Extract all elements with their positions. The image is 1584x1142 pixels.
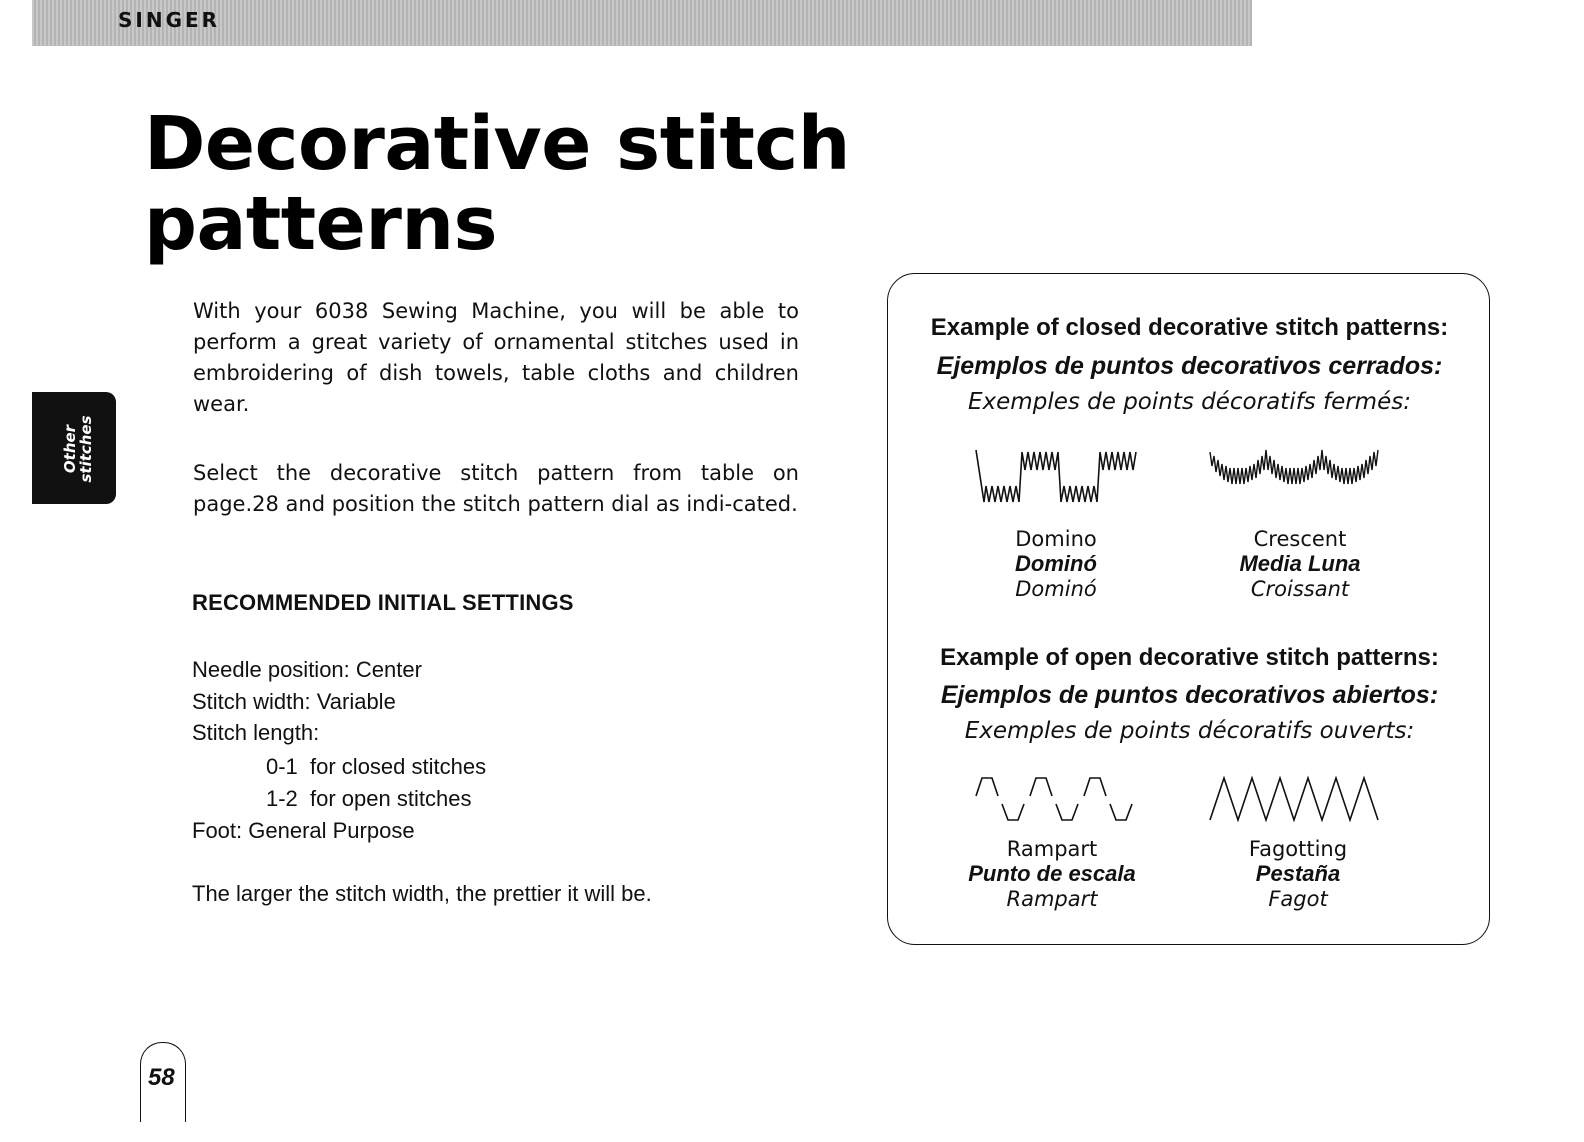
domino-label [946,527,1166,601]
rampart-label-es: Punto de escala [968,861,1136,886]
rampart-label-en: Rampart [1006,837,1098,861]
fagotting-label-en: Fagotting [1248,837,1348,861]
closed-heading-fr: Exemples de points décoratifs fermés: [968,389,1411,415]
page-number: 58 [148,1064,175,1091]
domino-label-en: Domino [1015,527,1097,551]
domino-label-fr: Dominó [1015,577,1097,601]
crescent-label-es: Media Luna [1239,551,1361,576]
crescent-label [1190,527,1410,601]
rampart-label [942,837,1162,911]
page-title-line1: Decorative stitch [144,101,850,187]
open-heading-en: Example of open decorative stitch patterns: [940,644,1439,671]
intro-paragraph-1: With your 6038 Sewing Machine, you will be able to perform a great variety of ornamental stitches used in embroidering of dish towels, table cloths and children wear. [193,299,799,416]
open-heading-es: Ejemplos de puntos decorativos abiertos: [940,681,1439,709]
crescent-label-fr: Croissant [1250,577,1350,601]
domino-stitch-icon [974,446,1138,508]
open-heading-fr: Exemples de points décoratifs ouverts: [964,718,1415,744]
domino-label-es: Dominó [1015,551,1097,576]
width-note: The larger the stitch width, the prettier it will be. [192,881,652,906]
fagotting-label-fr: Fagot [1268,887,1328,911]
fagotting-label [1188,837,1408,911]
setting-stitch-length: Stitch length: [192,720,320,745]
brand-name: SINGER [118,8,221,32]
closed-heading-es: Ejemplos de puntos decorativos cerrados: [936,352,1443,380]
fagotting-stitch-icon [1208,774,1392,826]
setting-foot: Foot: General Purpose [192,818,415,843]
settings-heading: RECOMMENDED INITIAL SETTINGS [192,590,574,615]
stitch-examples-box [887,273,1490,945]
setting-open-stitches: 1-2 for open stitches [266,786,472,811]
page-title [144,101,850,267]
rampart-stitch-icon [974,774,1134,824]
setting-stitch-width: Stitch width: Variable [192,689,396,714]
setting-needle-position: Needle position: Center [192,657,422,682]
rampart-label-fr: Rampart [1006,887,1098,911]
crescent-stitch-icon [1208,446,1392,496]
crescent-label-en: Crescent [1253,527,1347,551]
intro-paragraph-2: Select the decorative stitch pattern from table on page.28 and position the stitch pattern dial as indi-cated. [193,461,799,516]
section-side-tab-label: Other stitches [61,415,95,483]
closed-heading-en: Example of closed decorative stitch patterns: [930,314,1449,341]
fagotting-label-es: Pestaña [1255,861,1341,886]
setting-closed-stitches: 0-1 for closed stitches [266,754,487,779]
page-title-line2: patterns [144,181,498,267]
